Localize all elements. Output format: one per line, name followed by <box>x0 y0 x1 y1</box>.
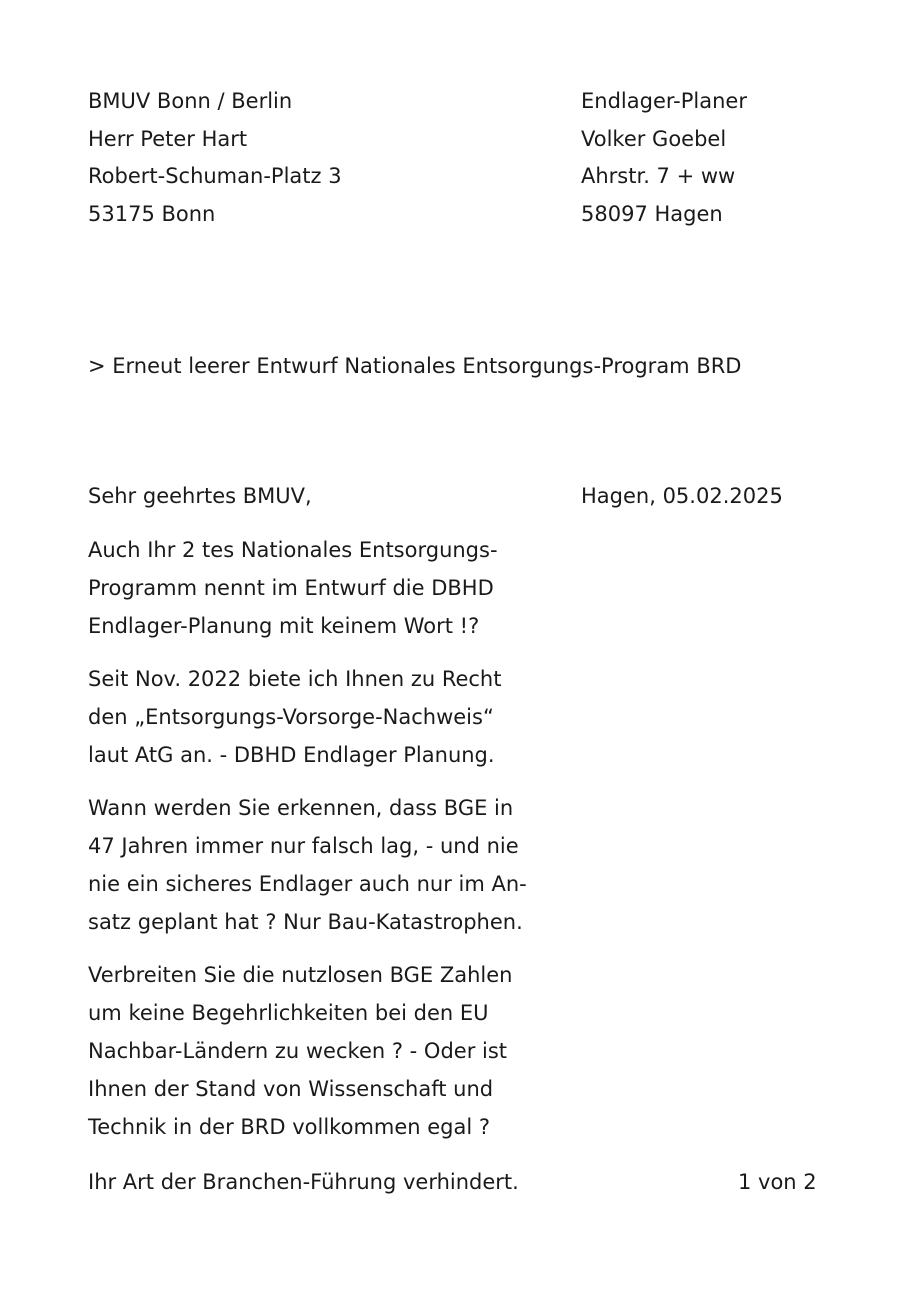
body-line: laut AtG an. - DBHD Endlager Planung. <box>88 743 495 767</box>
sender-city: 58097 Hagen <box>581 202 723 226</box>
subject-line: > Erneut leerer Entwurf Nationales Entsorgungs-Program BRD <box>88 354 742 378</box>
body-line: Ihnen der Stand von Wissenschaft und <box>88 1077 494 1101</box>
body-line: Wann werden Sie erkennen, dass BGE in <box>88 796 514 820</box>
body-line: Technik in der BRD vollkommen egal ? <box>88 1115 491 1139</box>
body-line: den „Entsorgungs-Vorsorge-Nachweis“ <box>88 705 494 729</box>
sender-street: Ahrstr. 7 + ww <box>581 164 736 188</box>
body-line: Seit Nov. 2022 biete ich Ihnen zu Recht <box>88 667 502 691</box>
recipient-street: Robert-Schuman-Platz 3 <box>88 164 342 188</box>
body-line: 47 Jahren immer nur falsch lag, - und nie <box>88 834 519 858</box>
body-line: um keine Begehrlichkeiten bei den EU <box>88 1001 489 1025</box>
body-line: Endlager-Planung mit keinem Wort !? <box>88 614 480 638</box>
body-line: Ihr Art der Branchen-Führung verhindert. <box>88 1170 519 1194</box>
recipient-org: BMUV Bonn / Berlin <box>88 89 293 113</box>
body-line: Auch Ihr 2 tes Nationales Entsorgungs- <box>88 538 498 562</box>
page-indicator: 1 von 2 <box>738 1170 817 1194</box>
sender-title: Endlager-Planer <box>581 89 747 113</box>
body-line: satz geplant hat ? Nur Bau-Katastrophen. <box>88 910 523 934</box>
letter-date: Hagen, 05.02.2025 <box>581 484 783 508</box>
body-line: nie ein sicheres Endlager auch nur im An- <box>88 872 527 896</box>
body-line: Verbreiten Sie die nutzlosen BGE Zahlen <box>88 963 513 987</box>
sender-name: Volker Goebel <box>581 127 727 151</box>
salutation: Sehr geehrtes BMUV, <box>88 484 312 508</box>
recipient-city: 53175 Bonn <box>88 202 216 226</box>
recipient-name: Herr Peter Hart <box>88 127 248 151</box>
body-line: Programm nennt im Entwurf die DBHD <box>88 576 494 600</box>
body-line: Nachbar-Ländern zu wecken ? - Oder ist <box>88 1039 508 1063</box>
